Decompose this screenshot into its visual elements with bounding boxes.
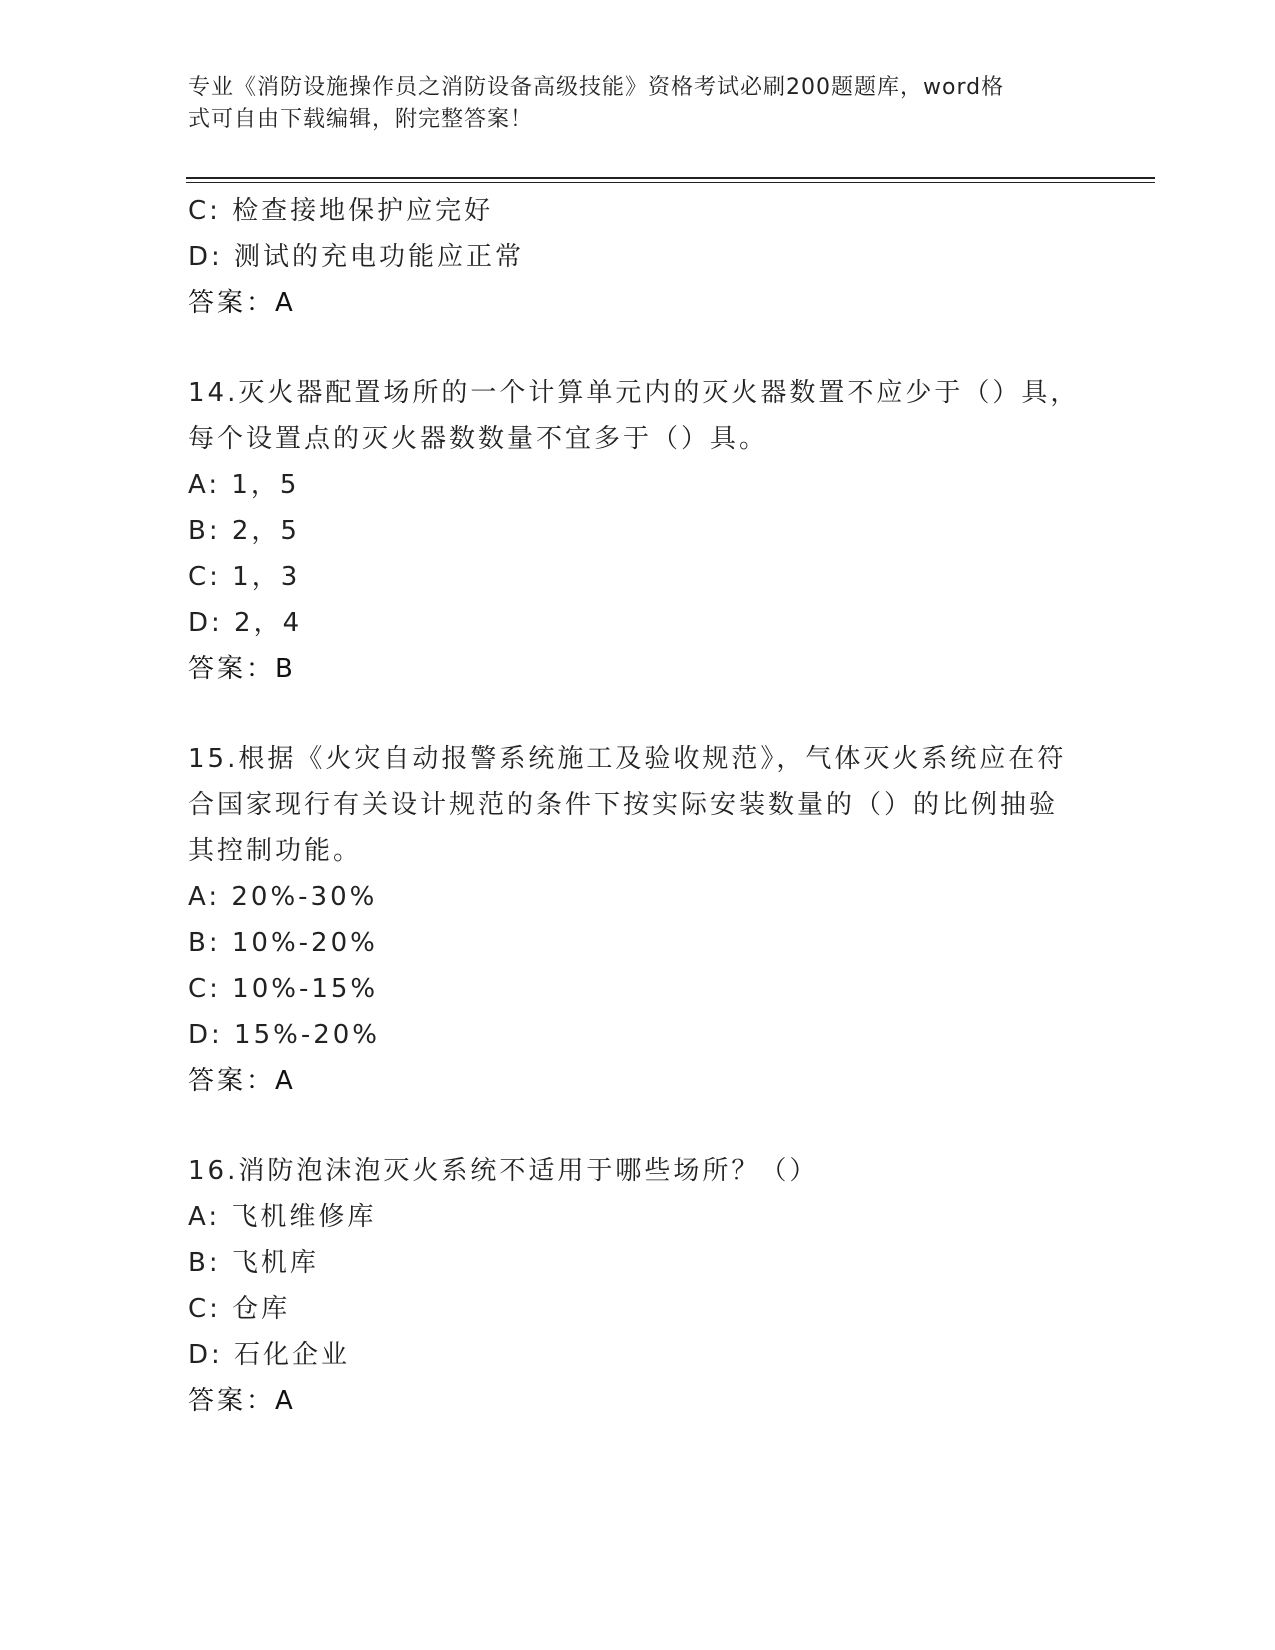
question-text-line: 其控制功能。 [188,836,363,866]
header-line-1: 专业《消防设施操作员之消防设备高级技能》资格考试必刷200题题库，word格 [188,75,1005,100]
spacer [188,1104,1088,1148]
option-d: D: 测试的充电功能应正常 [188,242,525,272]
option-a: A: 20%-30% [188,882,378,912]
option-b: B: 2，5 [188,516,300,546]
answer-line: 答案：A [188,1066,296,1096]
option-d: D: 15%-20% [188,1020,381,1050]
answer-line: 答案：A [188,1386,296,1416]
option-d: D: 2，4 [188,608,303,638]
question-16 [188,1148,1088,1424]
option-c: C: 仓库 [188,1294,291,1324]
option-b: B: 10%-20% [188,928,378,958]
question-text-line: 14.灭火器配置场所的一个计算单元内的灭火器数置不应少于（）具， [188,378,1080,408]
question-text-line: 每个设置点的灭火器数数量不宜多于（）具。 [188,424,769,454]
answer-line: 答案：A [188,288,296,318]
option-d: D: 石化企业 [188,1340,351,1370]
header-line-2: 式可自由下载编辑，附完整答案！ [188,107,534,132]
option-a: A: 1，5 [188,470,300,500]
answer-line: 答案：B [188,654,296,684]
option-c: C: 检查接地保护应完好 [188,196,494,226]
document-header [188,72,1068,136]
header-divider-thin [186,182,1155,183]
question-text-line: 16.消防泡沫泡灭火系统不适用于哪些场所？（） [188,1156,819,1186]
question-13-tail [188,188,1088,326]
question-text-line: 15.根据《火灾自动报警系统施工及验收规范》，气体灭火系统应在符 [188,744,1067,774]
question-15 [188,736,1088,1104]
question-content [188,188,1088,1424]
spacer [188,326,1088,370]
option-c: C: 10%-15% [188,974,379,1004]
option-b: B: 飞机库 [188,1248,319,1278]
option-c: C: 1，3 [188,562,301,592]
spacer [188,692,1088,736]
question-14 [188,370,1088,692]
option-a: A: 飞机维修库 [188,1202,377,1232]
question-text-line: 合国家现行有关设计规范的条件下按实际安装数量的（）的比例抽验 [188,790,1059,820]
header-divider-thick [186,177,1155,179]
